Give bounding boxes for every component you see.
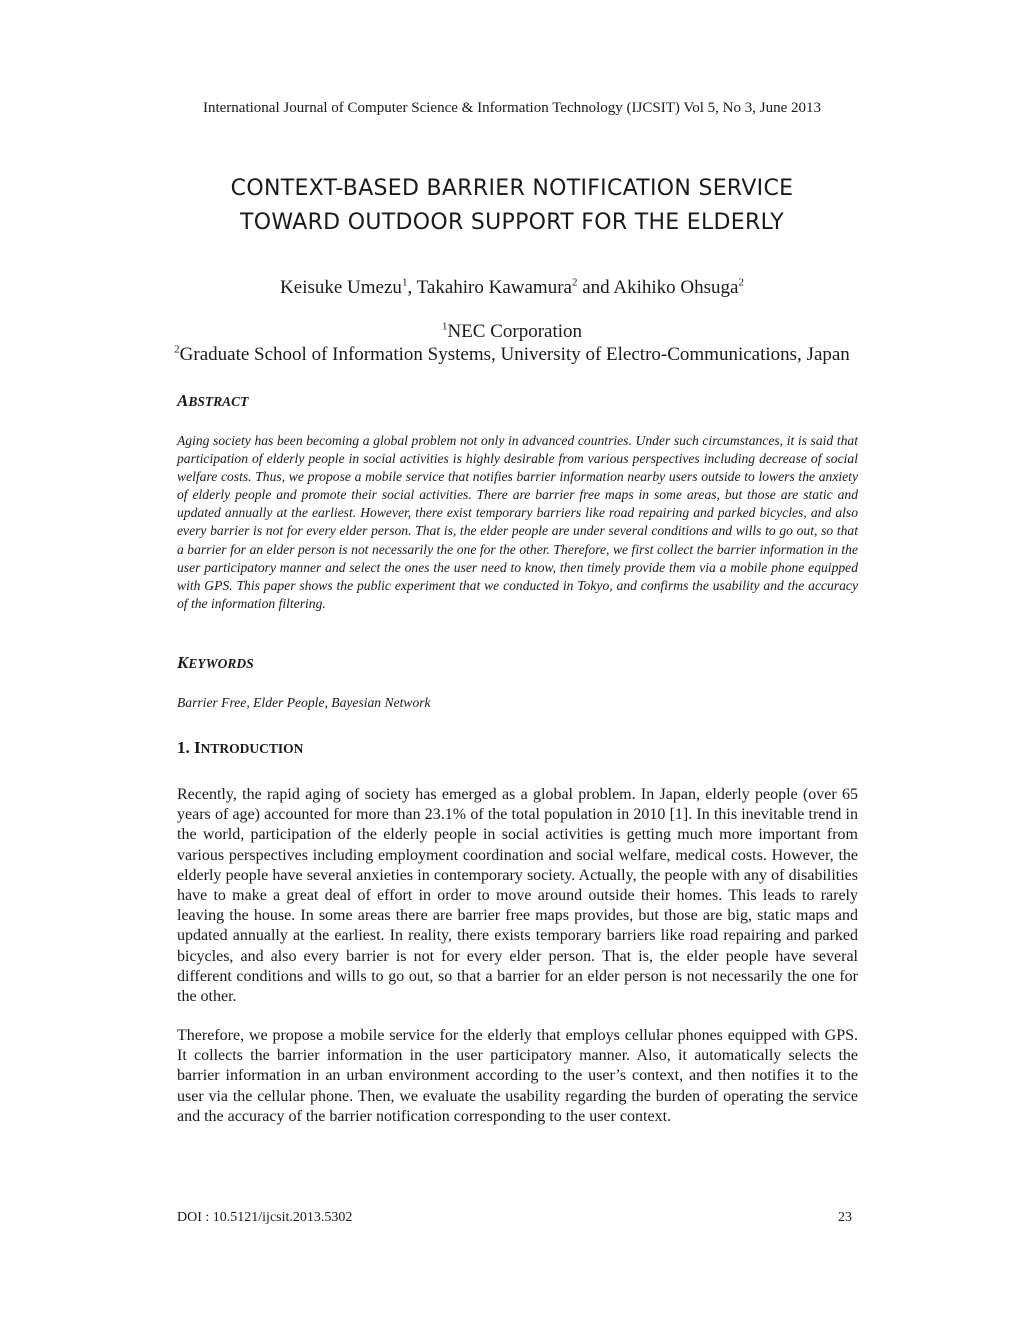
introduction-heading-number: 1. [177,738,190,757]
author-name: Keisuke Umezu [280,277,402,298]
page-number: 23 [838,1210,852,1225]
footer-doi: DOI : 10.5121/ijcsit.2013.5302 [177,1210,353,1225]
affiliation-text: Graduate School of Information Systems, University of Electro-Communications, Japan [179,344,850,365]
keywords-text: Barrier Free, Elder People, Bayesian Network [177,695,431,710]
author-affil-mark: 2 [571,276,578,289]
keywords-heading-rest: EYWORDS [188,656,254,671]
introduction-heading-initial: I [194,738,201,757]
abstract-heading-rest: BSTRACT [188,394,249,409]
paper-title [110,172,914,240]
affiliation-2 [0,344,1024,366]
title-line-1: CONTEXT-BASED BARRIER NOTIFICATION SERVICE [230,176,794,201]
keywords-heading-initial: K [177,653,189,672]
introduction-heading-rest: NTRODUCTION [200,741,304,756]
abstract-text: Aging society has been becoming a global problem not only in advanced countries. Under such circumstances, it is said that participation of elderly people in social activities is highly desirable from various perspectives including decrease of social welfare costs. Thus, we propose a mobile service that notifies barrier information nearby users outside to lowers the anxiety of elderly people and promote their social activities. There are barrier free maps in some areas, but those are static and updated annually at the earliest. However, there exist temporary barriers like road repairing and parked bicycles, and also every barrier is not for every elder person. That is, the elder people are under several conditions and wills to go out, so that a barrier for an elder person is not necessarily the one for the other. Therefore, we first collect the barrier information in the user participatory manner and select the ones the user need to know, then timely provide them via a mobile phone equipped with GPS. This paper shows the public experiment that we conducted in Tokyo, and confirms the usability and the accuracy of the information filtering. [177,433,858,611]
affiliation-mark: 1 [441,320,448,333]
author-name: Takahiro Kawamura [416,277,572,298]
author-affil-mark: 2 [738,276,744,289]
introduction-heading [177,738,303,758]
abstract-heading [177,391,248,411]
author-separator: , [407,277,417,298]
affiliation-mark: 2 [174,343,180,356]
author-separator: and [577,277,614,298]
introduction-paragraph-2: Therefore, we propose a mobile service for the elderly that employs cellular phones equipped with GPS. It collects the barrier information in the user participatory manner. Also, it automatically selects the barrier information in an urban environment according to the user’s context, and then notifies it to the user via the cellular phone. Then, we evaluate the usability regarding the burden of operating the service and the accuracy of the barrier notification corresponding to the user context. [177,1027,858,1125]
journal-header: International Journal of Computer Science & Information Technology (IJCSIT) Vol 5, No 3, June 2013 [202,100,821,116]
title-line-2: TOWARD OUTDOOR SUPPORT FOR THE ELDERLY [240,210,784,235]
author-affil-mark: 1 [401,276,408,289]
affiliation-text: NEC Corporation [447,321,583,342]
author-name: Akihiko Ohsuga [613,277,739,298]
affiliation-1 [0,321,1024,343]
author-list [0,277,1024,299]
keywords-heading [177,653,254,673]
abstract-heading-initial: A [177,391,189,410]
introduction-paragraph-1: Recently, the rapid aging of society has emerged as a global problem. In Japan, elderly people (over 65 years of age) accounted for more than 23.1% of the total population in 2010 [1]. In this inevitable trend in the world, participation of the elderly people in social activities is getting much more important from various perspectives including employment coordination and social welfare, medical costs. However, the elderly people have several anxieties in contemporary society. Actually, the people with any of disabilities have to make a great deal of effort in order to move around outside their homes. This leads to rarely leaving the house. In some areas there are barrier free maps provides, but those are big, static maps and updated annually at the earliest. In reality, there exists temporary barriers like road repairing and parked bicycles, and also every barrier is not for every elder person. That is, the elder people have several different conditions and wills to go out, so that a barrier for an elder person is not necessarily the one for the other. [177,786,858,1006]
